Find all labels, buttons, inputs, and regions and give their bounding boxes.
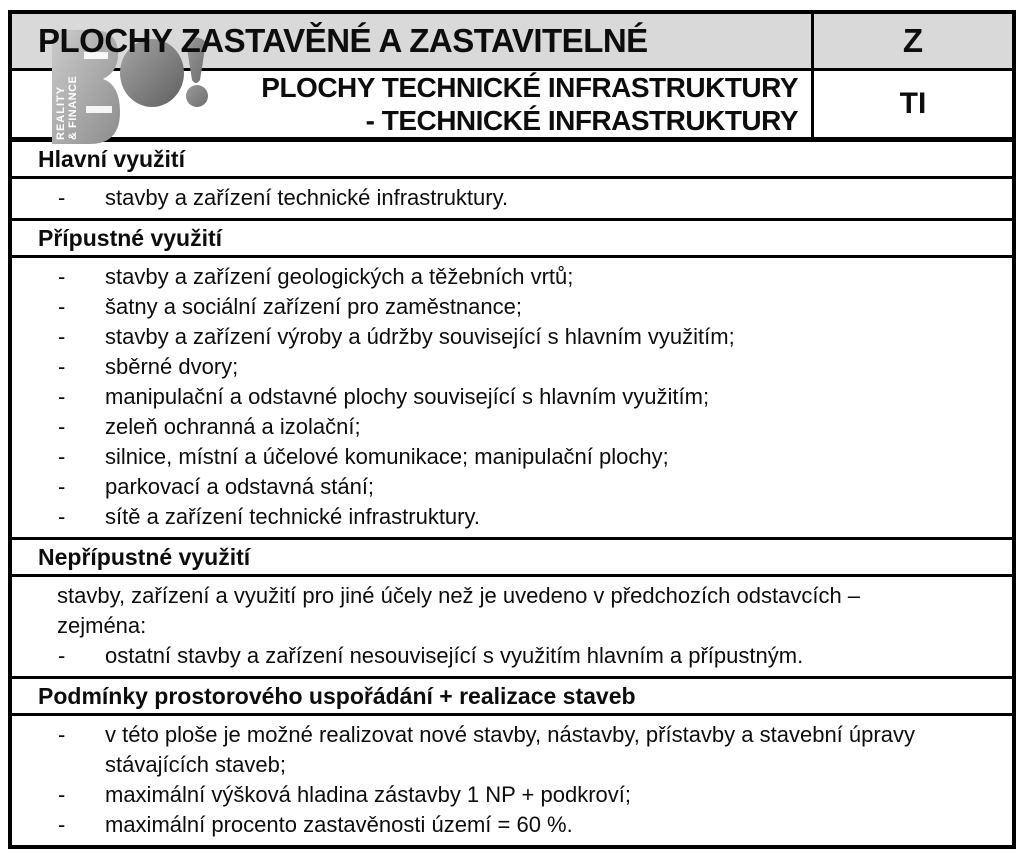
list-item: - v této ploše je možné realizovat nové stavby, nástavby, přístavby a stavební úpravy stávajících staveb;: [12, 720, 996, 780]
list-item: - stavby a zařízení geologických a těžebních vrtů;: [12, 262, 996, 292]
list-item: - sběrné dvory;: [12, 352, 996, 382]
logo-exclamation-dot: [186, 85, 208, 107]
list-item: - maximální procento zastavěnosti území = 60 %.: [12, 810, 996, 840]
list-item: - manipulační a odstavné plochy související s hlavním využitím;: [12, 382, 996, 412]
category-title: PLOCHY ZASTAVĚNÉ A ZASTAVITELNÉ: [38, 22, 648, 59]
zone-code: TI: [811, 71, 1012, 137]
list-item: - ostatní stavby a zařízení nesouvisející s využitím hlavním a přípustným.: [12, 641, 996, 671]
section-title-hlavni-vyuziti: Hlavní využití: [12, 142, 1012, 179]
section-body-hlavni-vyuziti: [12, 179, 1012, 221]
zone-title-line1: PLOCHY TECHNICKÉ INFRASTRUKTURY: [261, 72, 798, 103]
list-item: - zeleň ochranná a izolační;: [12, 412, 996, 442]
logo-tagline-line2: & FINANCE: [67, 75, 79, 140]
section-body-podminky-usporadani: [12, 716, 1012, 845]
section-body-nepripustne-vyuziti: [12, 577, 1012, 679]
category-header-row: [12, 14, 1012, 71]
section-title-nepripustne-vyuziti: Nepřípustné využití: [12, 540, 1012, 577]
zone-title-line2: - TECHNICKÉ INFRASTRUKTURY: [365, 105, 798, 136]
list-item: - sítě a zařízení technické infrastruktury.: [12, 502, 996, 532]
section-title-podminky-usporadani: Podmínky prostorového uspořádání + realizace staveb: [12, 679, 1012, 716]
list-item: - stavby a zařízení výroby a údržby související s hlavním využitím;: [12, 322, 996, 352]
list-item: - maximální výšková hladina zástavby 1 NP + podkroví;: [12, 780, 996, 810]
section-intro-paragraph: stavby, zařízení a využití pro jiné účely než je uvedeno v předchozích odstavcích – zejména:: [57, 583, 861, 638]
section-title-pripustne-vyuziti: Přípustné využití: [12, 221, 1012, 258]
list-item: - silnice, místní a účelové komunikace; manipulační plochy;: [12, 442, 996, 472]
logo-tagline-line1: REALITY: [55, 85, 67, 140]
section-body-pripustne-vyuziti: [12, 258, 1012, 540]
list-item: - parkovací a odstavná stání;: [12, 472, 996, 502]
list-item: - šatny a sociální zařízení pro zaměstnance;: [12, 292, 996, 322]
category-code: Z: [811, 14, 1012, 68]
list-item: - stavby a zařízení technické infrastruktury.: [12, 183, 996, 213]
